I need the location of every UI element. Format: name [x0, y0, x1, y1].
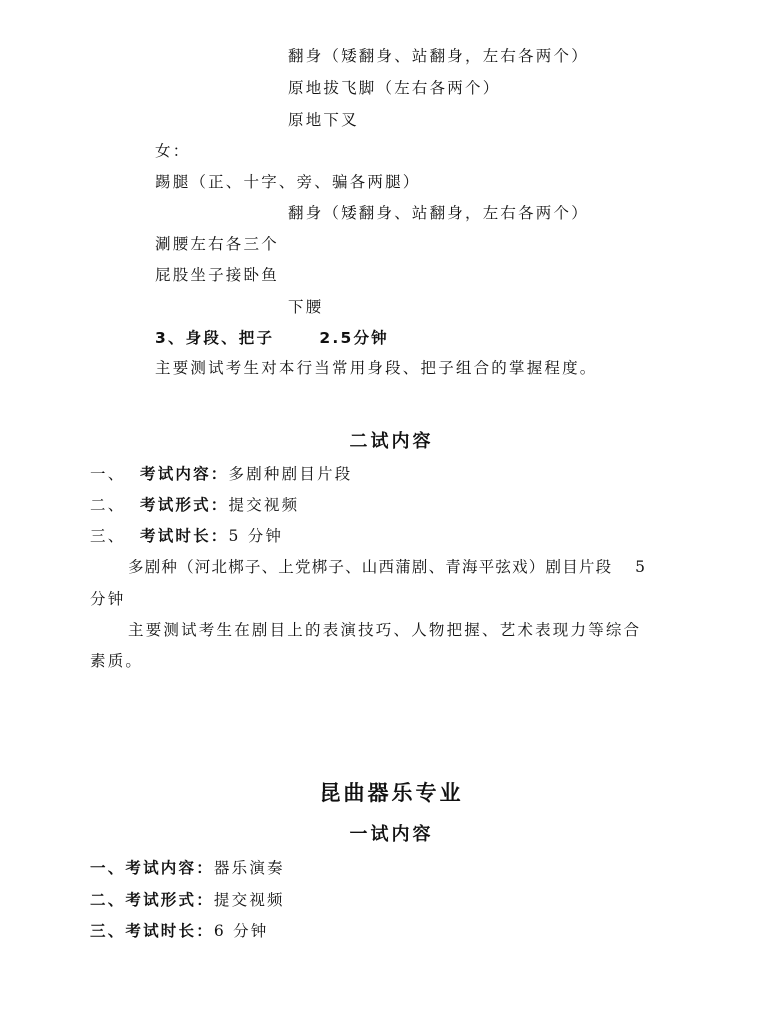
ershi-item-3	[90, 526, 283, 546]
ershi-item-2	[90, 495, 299, 515]
item-label: 考试时长：	[140, 527, 229, 545]
item3-description: 主要测试考生对本行当常用身段、把子组合的掌握程度。	[155, 359, 598, 377]
major-title-kunqu: 昆曲器乐专业	[319, 781, 464, 805]
text-line-xiayao: 下腰	[288, 298, 324, 316]
item-number: 三、	[90, 922, 126, 940]
item-value: 5 分钟	[228, 527, 284, 545]
text-line-feijiao: 原地拔飞脚（左右各两个）	[288, 79, 501, 97]
ershi-paragraph-1-cont: 分钟	[90, 590, 126, 608]
item-value: 多剧种剧目片段	[228, 465, 353, 483]
item-value: 提交视频	[213, 891, 285, 909]
item-label: 考试内容：	[140, 465, 229, 483]
item-value: 提交视频	[228, 496, 300, 514]
text-line-xiacha: 原地下叉	[288, 111, 359, 129]
item3-heading	[155, 328, 389, 348]
item-label: 考试时长：	[125, 922, 214, 940]
item-number: 二、	[90, 496, 126, 514]
item-number: 一、	[90, 859, 126, 877]
item-label: 考试形式：	[140, 496, 229, 514]
text-line-titui: 踢腿（正、十字、旁、骗各两腿）	[155, 173, 421, 191]
item-value: 6 分钟	[213, 922, 269, 940]
yishi-item-2	[90, 890, 285, 910]
item-value: 器乐演奏	[213, 859, 285, 877]
item-label: 考试内容：	[125, 859, 214, 877]
item-number: 一、	[90, 465, 126, 483]
ershi-paragraph-1: 多剧种（河北梆子、上党梆子、山西蒲剧、青海平弦戏）剧目片段 5	[128, 558, 647, 576]
text-line-shuanyao: 涮腰左右各三个	[155, 235, 279, 253]
text-line-fanshen: 翻身（矮翻身、站翻身，左右各两个）	[288, 47, 589, 65]
item3-time: 2.5分钟	[319, 329, 389, 347]
item-number: 三、	[90, 527, 126, 545]
yishi-item-3	[90, 921, 269, 941]
item-number: 二、	[90, 891, 126, 909]
ershi-item-1	[90, 464, 352, 484]
ershi-paragraph-2-cont: 素质。	[90, 652, 144, 670]
item3-title: 3、身段、把子	[155, 329, 275, 347]
ershi-paragraph-2: 主要测试考生在剧目上的表演技巧、人物把握、艺术表现力等综合	[128, 621, 642, 639]
item-label: 考试形式：	[125, 891, 214, 909]
text-line-fanshen-2: 翻身（矮翻身、站翻身，左右各两个）	[288, 204, 589, 222]
section-title-ershi: 二试内容	[349, 431, 434, 452]
text-female-label: 女：	[155, 142, 191, 160]
yishi-item-1	[90, 858, 285, 878]
section-title-yishi: 一试内容	[349, 824, 434, 845]
text-line-woyu: 屁股坐子接卧鱼	[155, 266, 279, 284]
